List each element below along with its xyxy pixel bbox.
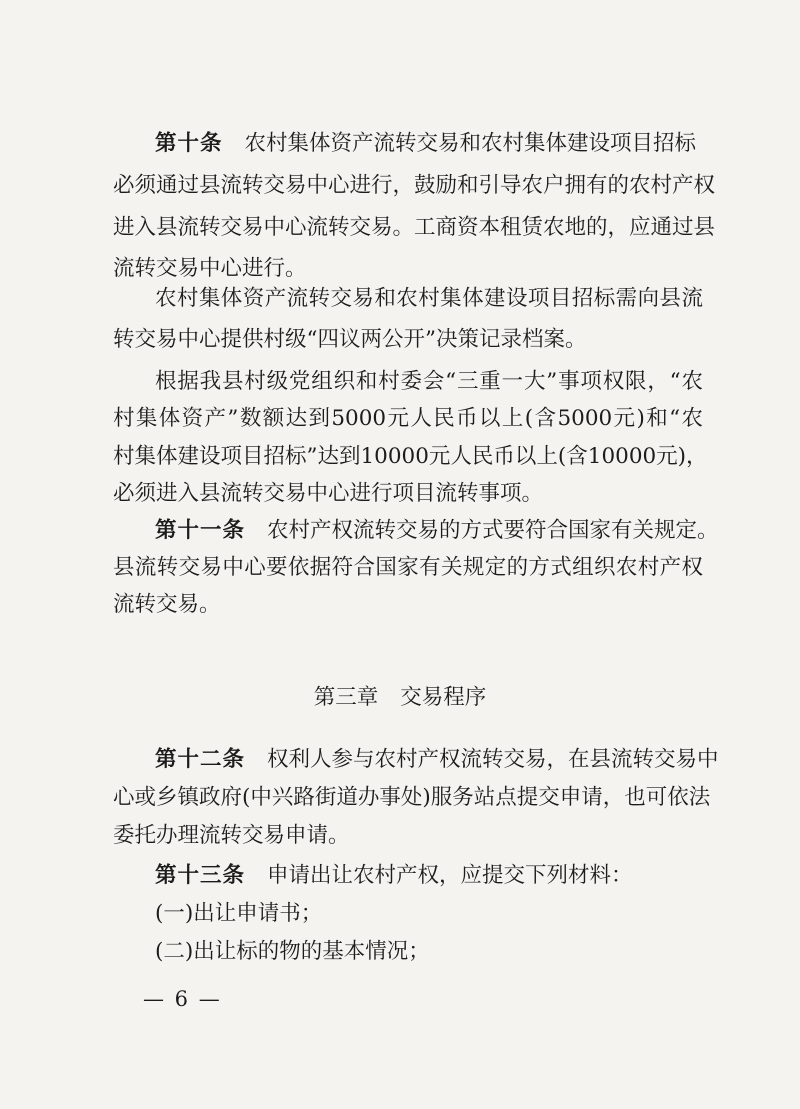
chapter-title: 交易程序 (400, 685, 487, 710)
article-12-line-1: 第十二条 权利人参与农村产权流转交易，在县流转交易中 (155, 747, 719, 772)
article-10-line-4: 流转交易中心进行。 (113, 256, 307, 281)
article-10-p3-line-1: 根据我县村级党组织和村委会“三重一大”事项权限，“农 (155, 369, 703, 394)
article-10-line-2: 必须通过县流转交易中心进行，鼓励和引导农户拥有的农村产权 (113, 173, 716, 198)
article-13-line-1: 第十三条 申请出让农村产权，应提交下列材料： (155, 863, 633, 888)
article-11-line-2: 县流转交易中心要依据符合国家有关规定的方式组织农村产权 (113, 555, 703, 580)
article-10-line-3: 进入县流转交易中心流转交易。工商资本租赁农地的，应通过县 (113, 215, 716, 240)
article-13-heading: 第十三条 (155, 863, 246, 888)
article-10-p3-line-3: 村集体建设项目招标”达到10000元人民币以上(含10000元)， (113, 444, 708, 469)
article-10-heading: 第十条 (155, 131, 223, 156)
article-10-line-1: 第十条 农村集体资产流转交易和农村集体建设项目招标 (155, 131, 697, 156)
article-11-line-3: 流转交易。 (113, 592, 221, 617)
article-10-p3-line-4: 必须进入县流转交易中心进行项目流转事项。 (113, 481, 544, 506)
article-11-line-1: 第十一条 农村产权流转交易的方式要符合国家有关规定。 (155, 518, 719, 543)
chapter-number: 第三章 (313, 685, 379, 710)
article-13-item-2: (二)出让标的物的基本情况； (155, 939, 430, 964)
article-13-item-1: (一)出让申请书； (155, 901, 323, 926)
article-11-heading: 第十一条 (155, 518, 246, 543)
page-number: — 6 — (143, 987, 222, 1011)
article-10-p2-line-2: 转交易中心提供村级“四议两公开”决策记录档案。 (113, 327, 587, 352)
article-10-p3-line-2: 村集体资产”数额达到5000元人民币以上(含5000元)和“农 (113, 406, 703, 431)
chapter-heading (0, 683, 800, 713)
article-10-p2-line-1: 农村集体资产流转交易和农村集体建设项目招标需向县流 (155, 286, 703, 311)
article-12-heading: 第十二条 (155, 747, 246, 772)
article-12-line-2: 心或乡镇政府(中兴路街道办事处)服务站点提交申请，也可依法 (113, 785, 711, 810)
article-12-line-3: 委托办理流转交易申请。 (113, 823, 350, 848)
